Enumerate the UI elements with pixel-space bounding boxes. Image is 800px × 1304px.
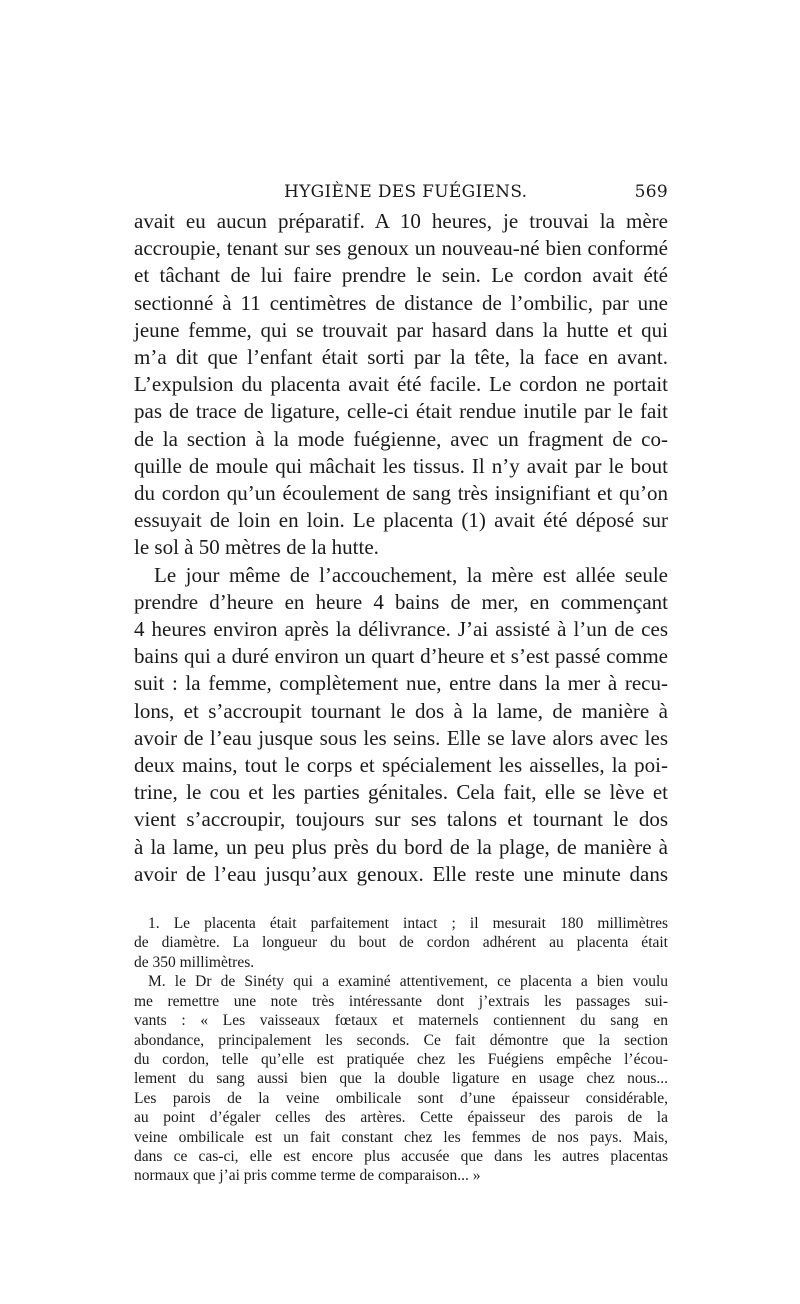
body-line: accroupie, tenant sur ses genoux un nouveau-né bien conformé [134, 236, 668, 261]
footnote-line: au point d’égaler celles des artères. Cette épaisseur des parois de la [134, 1109, 668, 1127]
body-line: avait eu aucun préparatif. A 10 heures, je trouvai la mère [134, 209, 668, 233]
body-line: m’a dit que l’enfant était sorti par la tête, la face en avant. [134, 345, 668, 370]
footnote-line: vants : « Les vaisseaux fœtaux et maternels contiennent du sang en [134, 1012, 668, 1030]
body-line: de la section à la mode fuégienne, avec un fragment de co- [134, 426, 668, 451]
body-line: pas de trace de ligature, celle-ci était rendue inutile par le fait [134, 399, 668, 424]
body-line: jeune femme, qui se trouvait par hasard dans la hutte et qui [134, 317, 668, 342]
footnote-line: lement du sang aussi bien que la double ligature en usage chez nous... [134, 1070, 668, 1088]
body-line: essuyait de loin en loin. Le placenta (1) avait été déposé sur [134, 508, 668, 533]
body-line: quille de moule qui mâchait les tissus. Il n’y avait par le bout [134, 453, 668, 478]
running-head [134, 178, 668, 208]
body-line: à la lame, un peu plus près du bord de la plage, de manière à [134, 834, 668, 859]
body-line: vient s’accroupir, toujours sur ses talons et tournant le dos [134, 807, 668, 832]
body-line: 4 heures environ après la délivrance. J’ai assisté à l’un de ces [134, 617, 668, 642]
footnote-line: 1. Le placenta était parfaitement intact ; il mesurait 180 millimètres [148, 915, 668, 933]
running-title: HYGIÈNE DES FUÉGIENS. [284, 182, 528, 202]
body-line: le sol à 50 mètres de la hutte. [134, 535, 379, 560]
footnote-line: Les parois de la veine ombilicale sont d’une épaisseur considérable, [134, 1089, 668, 1107]
footnote-spacer [134, 888, 668, 914]
body-line: sectionné à 11 centimètres de distance de l’ombilic, par une [134, 290, 668, 315]
footnotes [134, 914, 668, 1186]
body-line: suit : la femme, complètement nue, entre dans la mer à recu- [134, 671, 668, 696]
footnote-line: dans ce cas-ci, elle est encore plus accusée que dans les autres placentas [134, 1147, 668, 1165]
body-line: trine, le cou et les parties génitales. Cela fait, elle se lève et [134, 780, 668, 805]
page-number: 569 [634, 182, 668, 202]
body-line: et tâchant de lui faire prendre le sein. Le cordon avait été [134, 263, 668, 288]
body-line: Le jour même de l’accouchement, la mère est allée seule [154, 562, 668, 587]
footnote-line: M. le Dr de Sinéty qui a examiné attentivement, ce placenta a bien voulu [148, 973, 668, 991]
footnote-line: normaux que j’ai pris comme terme de comparaison... » [134, 1167, 481, 1185]
body-line: lons, et s’accroupit tournant le dos à la lame, de manière à [134, 698, 668, 723]
body-line: bains qui a duré environ un quart d’heure et s’est passé comme [134, 644, 668, 669]
footnote-line: de 350 millimètres. [134, 953, 255, 971]
body-line: prendre d’heure en heure 4 bains de mer, en commençant [134, 589, 668, 614]
footnote-line: me remettre une note très intéressante dont j’extrais les passages sui- [134, 992, 668, 1010]
body-line: avoir de l’eau jusque sous les seins. Elle se lave alors avec les [134, 725, 668, 750]
body-text [134, 208, 668, 888]
footnote-line: veine ombilicale est un fait constant chez les femmes de nos pays. Mais, [134, 1128, 668, 1146]
footnote-line: de diamètre. La longueur du bout de cordon adhérent au placenta était [134, 934, 668, 952]
footnote-line: du cordon, telle qu’elle est pratiquée chez les Fuégiens empêche l’écou- [134, 1050, 668, 1068]
body-line: deux mains, tout le corps et spécialement les aisselles, la poi- [134, 753, 668, 778]
footnote-line: abondance, principalement les seconds. Ce fait démontre que la section [134, 1031, 668, 1049]
book-page [134, 178, 668, 1186]
body-line: L’expulsion du placenta avait été facile. Le cordon ne portait [134, 372, 668, 397]
body-line: avoir de l’eau jusqu’aux genoux. Elle reste une minute dans [134, 861, 668, 886]
body-line: du cordon qu’un écoulement de sang très insignifiant et qu’on [134, 481, 668, 506]
